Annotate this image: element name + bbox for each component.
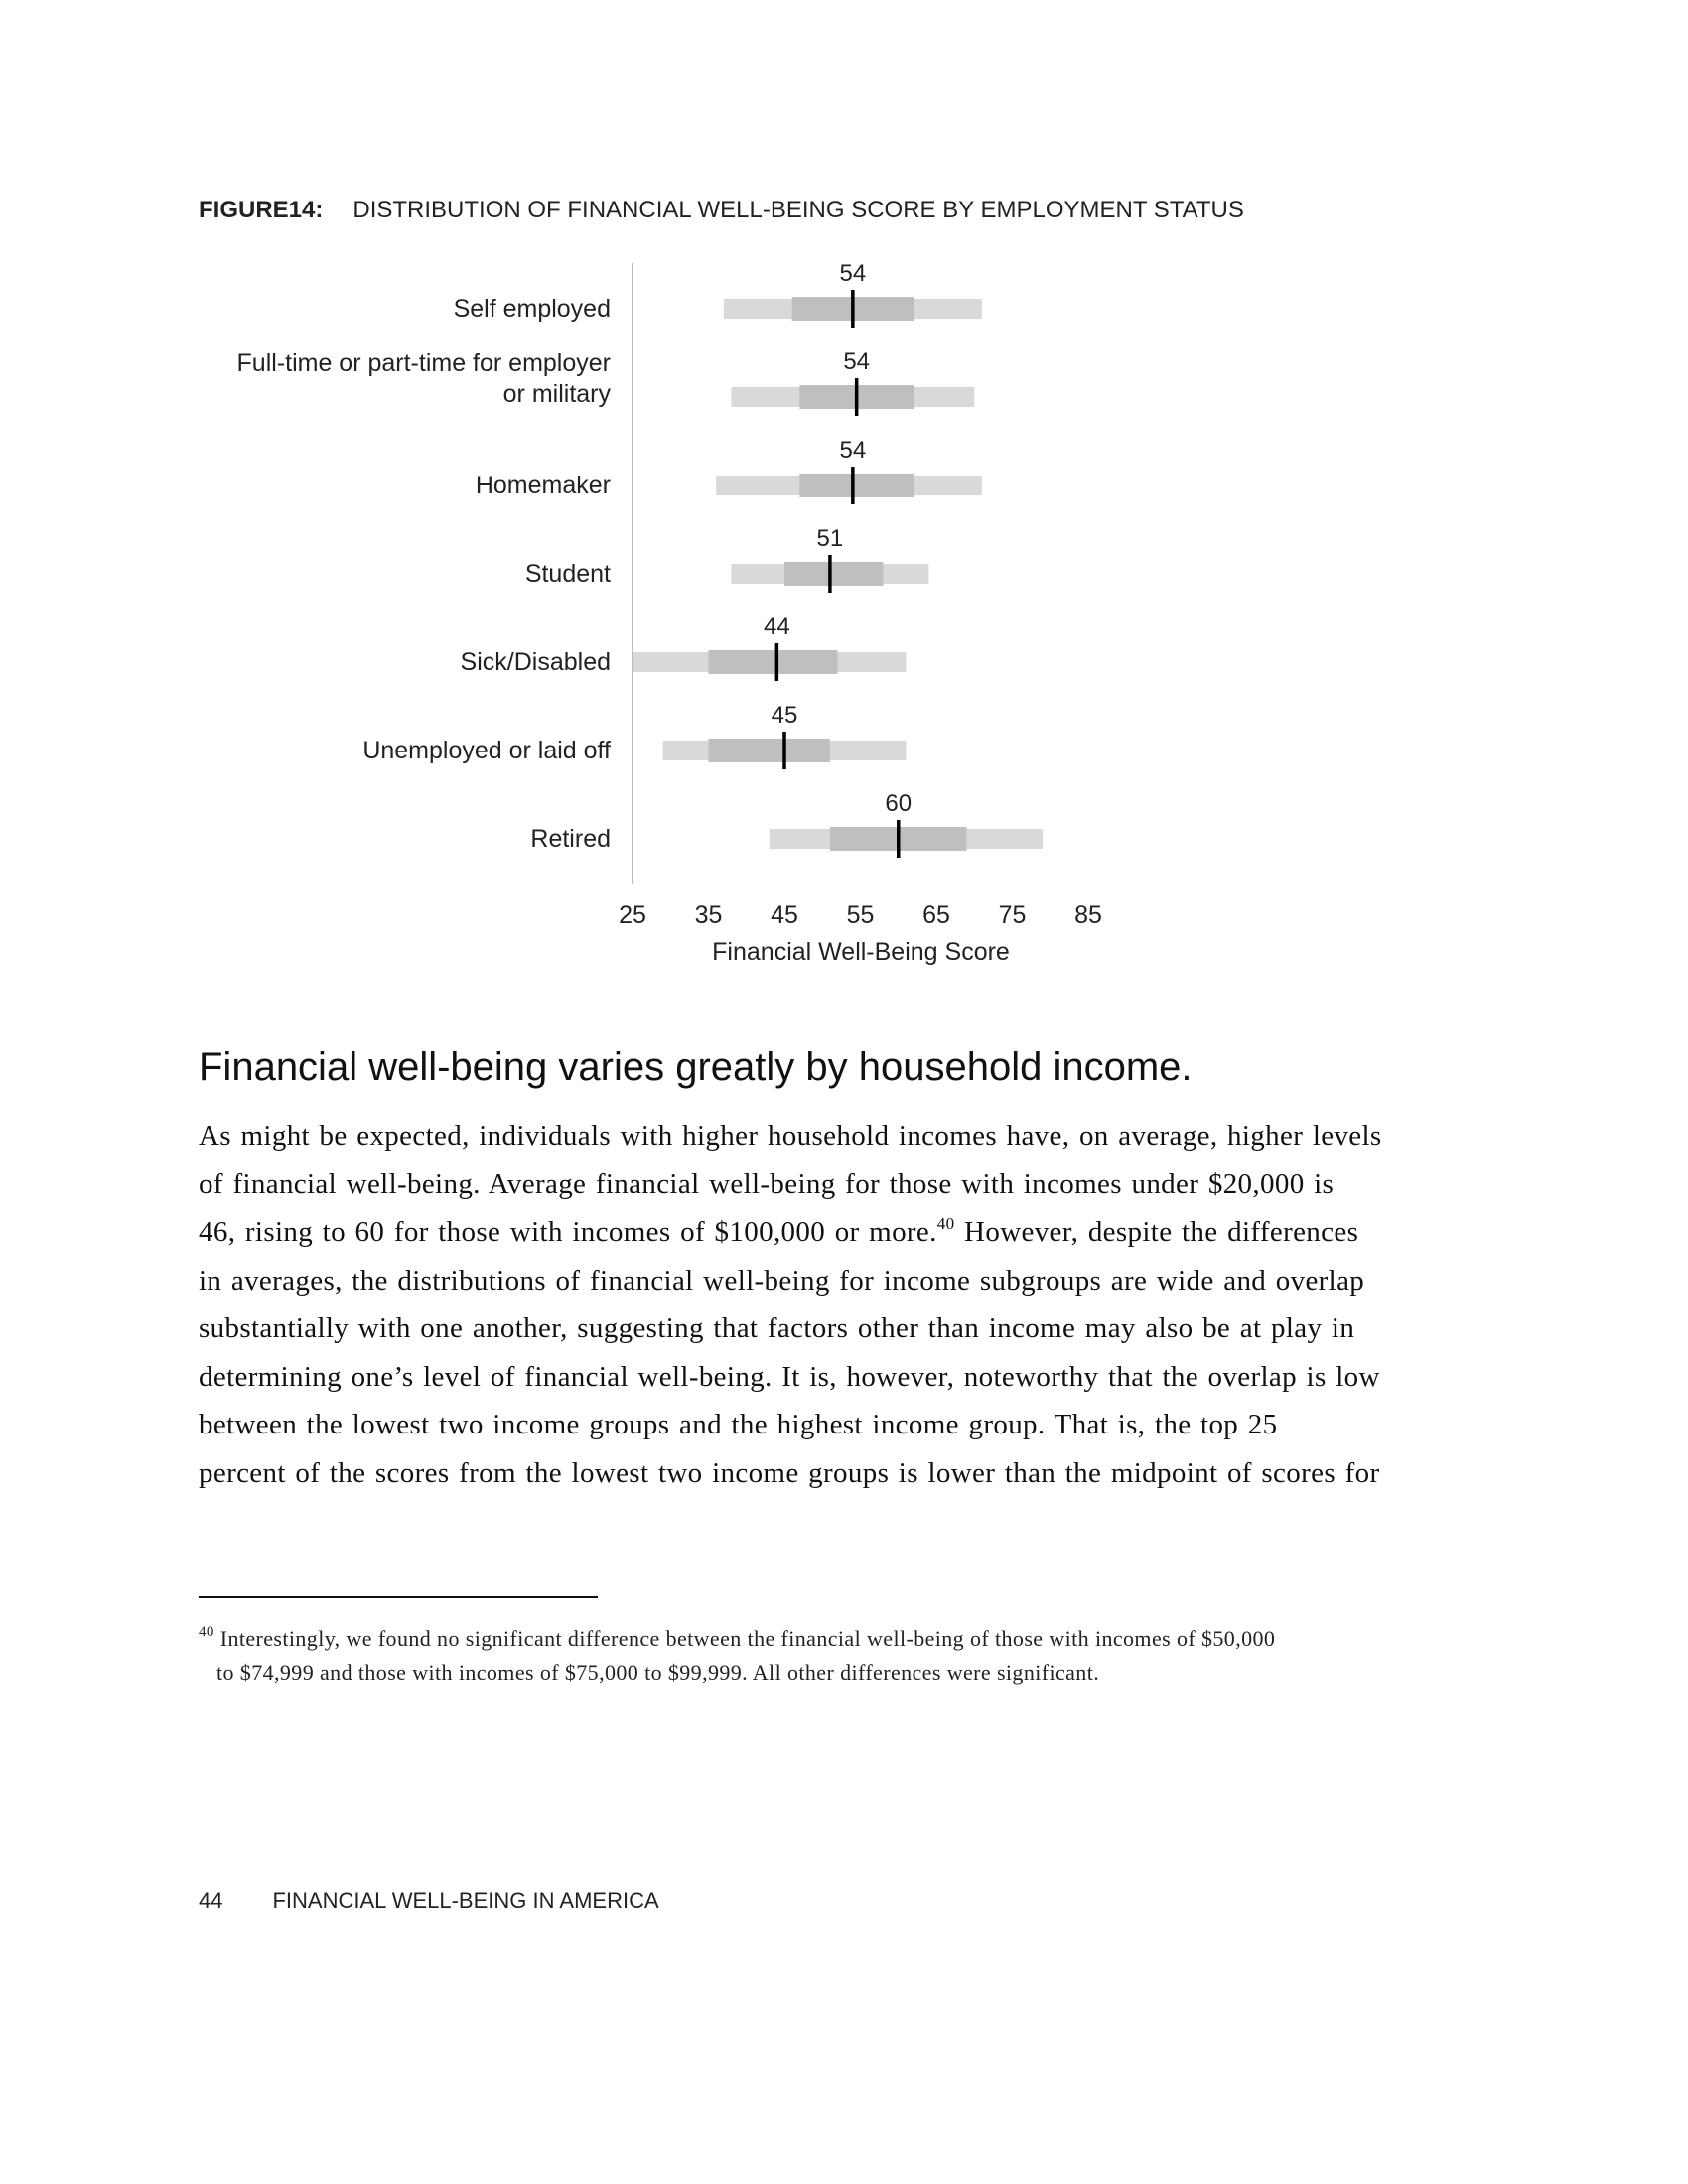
section-heading: Financial well-being varies greatly by household income. (199, 1045, 1193, 1089)
body-line: of financial well-being. Average financial well-being for those with incomes under $20,000 is (199, 1167, 1335, 1200)
page-footer (199, 1888, 659, 1914)
x-tick-label: 75 (998, 901, 1027, 929)
category-label: or military (502, 380, 611, 408)
body-line (199, 1208, 1509, 1257)
page-number: 44 (199, 1888, 223, 1913)
median-label: 51 (816, 525, 844, 552)
x-tick-label: 45 (771, 901, 798, 929)
x-axis-title: Financial Well-Being Score (712, 938, 1010, 966)
body-line: between the lowest two income groups and the highest income group. That is, the top 25 (199, 1409, 1278, 1440)
category-label: Retired (530, 825, 611, 853)
inner-range-bar (784, 562, 883, 586)
category-label: Homemaker (475, 472, 611, 499)
x-tick-label: 55 (846, 901, 875, 929)
median-label: 54 (839, 437, 867, 464)
body-line: determining one’s level of financial well-being. It is, however, noteworthy that the overlap is low (199, 1360, 1380, 1393)
category-label: Full-time or part-time for employer (236, 349, 611, 377)
median-label: 45 (771, 702, 798, 729)
footnote-text: Interestingly, we found no significant difference between the financial well-being of those with incomes of $50,000 (213, 1626, 1276, 1651)
footnote-line (199, 1622, 1519, 1656)
x-tick-label: 85 (1074, 901, 1102, 929)
footnote (199, 1622, 1519, 1690)
figure-title-text: DISTRIBUTION OF FINANCIAL WELL-BEING SCORE BY EMPLOYMENT STATUS (352, 197, 1244, 223)
median-label: 54 (839, 260, 867, 287)
category-label: Sick/Disabled (460, 648, 611, 676)
body-line: percent of the scores from the lowest two income groups is lower than the midpoint of scores for (199, 1456, 1380, 1489)
category-label: Self employed (453, 295, 611, 323)
footnote-divider (199, 1596, 598, 1598)
footer-title: FINANCIAL WELL-BEING IN AMERICA (272, 1888, 659, 1913)
median-label: 60 (885, 790, 913, 817)
x-tick-label: 65 (922, 901, 950, 929)
body-line: substantially with one another, suggesting that factors other than income may also be at play in (199, 1312, 1355, 1344)
footnote-number: 40 (199, 1624, 214, 1640)
employment-score-chart (0, 0, 1688, 993)
body-line: As might be expected, individuals with higher household incomes have, on average, higher levels (199, 1120, 1382, 1152)
x-tick-label: 35 (694, 901, 723, 929)
body-line-text: However, despite the differences (954, 1216, 1359, 1248)
category-label: Student (524, 560, 611, 588)
body-line: in averages, the distributions of financial well-being for income subgroups are wide and overlap (199, 1264, 1365, 1297)
figure-label: FIGURE14: (199, 197, 324, 223)
footnote-reference[interactable]: 40 (936, 1214, 955, 1233)
inner-range-bar (709, 739, 830, 762)
median-label: 54 (843, 348, 871, 375)
x-tick-label: 25 (619, 901, 646, 929)
inner-range-bar (799, 474, 914, 497)
median-label: 44 (763, 614, 790, 640)
inner-range-bar (709, 650, 838, 674)
body-paragraph (199, 1112, 1509, 1497)
body-line-text: 46, rising to 60 for those with incomes of $100,000 or more. (199, 1216, 937, 1248)
category-label: Unemployed or laid off (362, 737, 611, 764)
footnote-line: to $74,999 and those with incomes of $75,000 to $99,999. All other differences were significant. (216, 1660, 1100, 1685)
